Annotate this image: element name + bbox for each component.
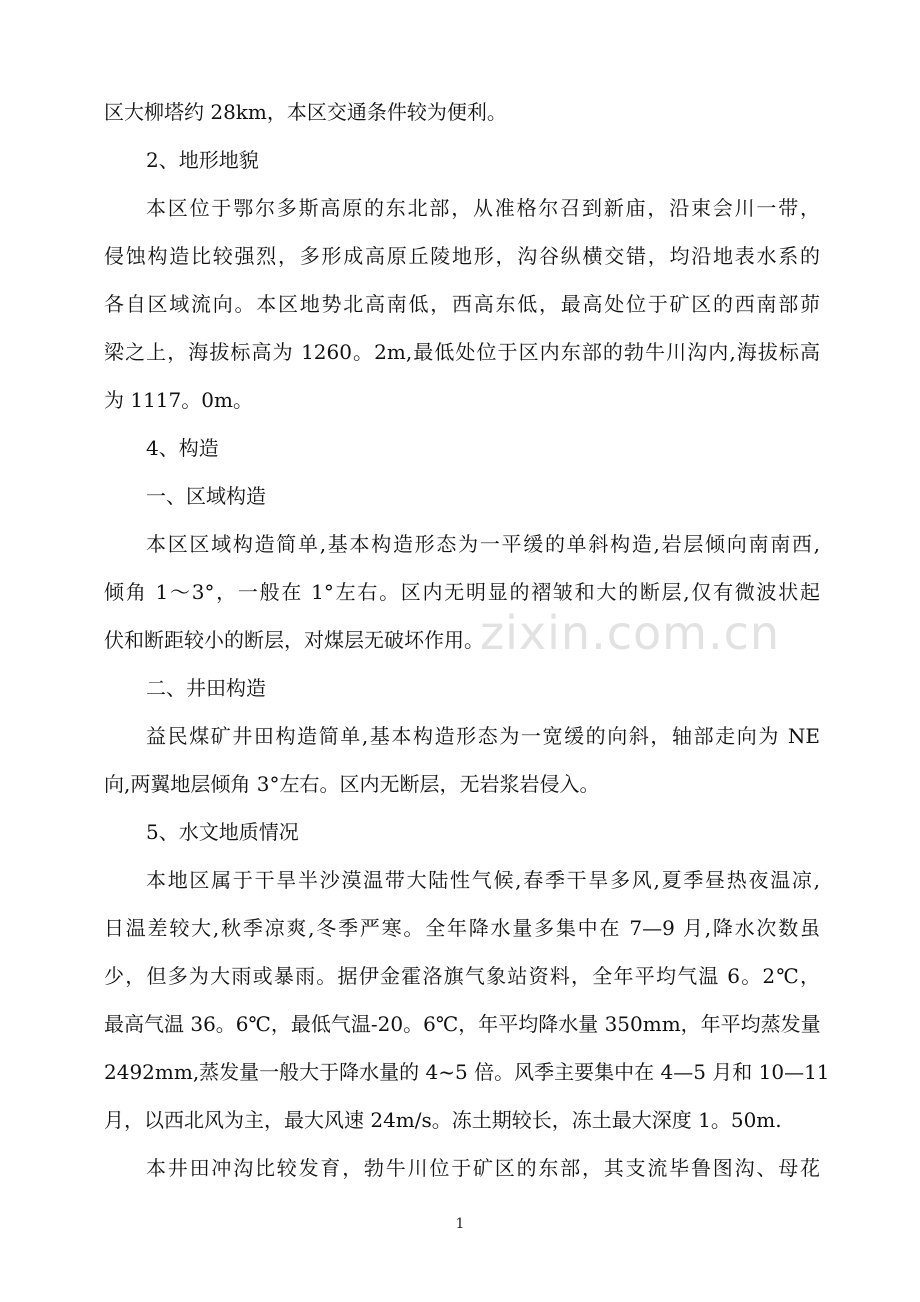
paragraph-gully-line: 本井田冲沟比较发育，勃牛川位于矿区的东部，其支流毕鲁图沟、母花 bbox=[146, 1156, 820, 1180]
paragraph-terrain-line: 梁之上，海拔标高为 1260。2m,最低处位于区内东部的勃牛川沟内,海拔标高 bbox=[104, 340, 820, 364]
section-heading-structure: 4、构造 bbox=[146, 436, 219, 460]
paragraph-regional-structure-line: 倾角 1～3°，一般在 1°左右。区内无明显的褶皱和大的断层,仅有微波状起 bbox=[104, 580, 820, 604]
paragraph-hydrogeology-line: 月，以西北风为主，最大风速 24m/s。冻土期较长，冻土最大深度 1。50m. bbox=[104, 1108, 782, 1132]
section-heading-hydrogeology: 5、水文地质情况 bbox=[146, 820, 299, 844]
subsection-heading-regional-structure: 一、区域构造 bbox=[146, 484, 266, 508]
paragraph-hydrogeology-line: 少，但多为大雨或暴雨。据伊金霍洛旗气象站资料，全年平均气温 6。2℃， bbox=[104, 964, 820, 988]
paragraph-hydrogeology-line: 日温差较大,秋季凉爽,冬季严寒。全年降水量多集中在 7—9 月,降水次数虽 bbox=[104, 916, 820, 940]
subsection-heading-minefield-structure: 二、井田构造 bbox=[146, 676, 266, 700]
paragraph-terrain-line: 为 1117。0m。 bbox=[104, 388, 253, 412]
paragraph-hydrogeology-line: 2492mm,蒸发量一般大于降水量的 4~5 倍。风季主要集中在 4—5 月和 10—11 bbox=[104, 1060, 830, 1084]
paragraph-terrain-line: 各自区域流向。本区地势北高南低，西高东低，最高处位于矿区的西南部茆 bbox=[104, 292, 820, 316]
watermark: zixin.com.cn bbox=[480, 606, 781, 660]
paragraph-minefield-structure-line: 益民煤矿井田构造简单,基本构造形态为一宽缓的向斜，轴部走向为 NE bbox=[146, 724, 820, 748]
section-heading-terrain: 2、地形地貌 bbox=[146, 148, 259, 172]
page-number: 1 bbox=[455, 1216, 465, 1232]
paragraph-regional-structure-line: 伏和断距较小的断层，对煤层无破坏作用。 bbox=[104, 628, 484, 652]
paragraph-minefield-structure-line: 向,两翼地层倾角 3°左右。区内无断层，无岩浆岩侵入。 bbox=[104, 772, 600, 796]
paragraph-terrain-line: 本区位于鄂尔多斯高原的东北部，从准格尔召到新庙，沿束会川一带， bbox=[146, 196, 820, 220]
text-line-continuation: 区大柳塔约 28km，本区交通条件较为便利。 bbox=[104, 100, 507, 124]
paragraph-terrain-line: 侵蚀构造比较强烈，多形成高原丘陵地形，沟谷纵横交错，均沿地表水系的 bbox=[104, 244, 820, 268]
paragraph-regional-structure-line: 本区区域构造简单,基本构造形态为一平缓的单斜构造,岩层倾向南南西, bbox=[146, 532, 820, 556]
paragraph-hydrogeology-line: 本地区属于干旱半沙漠温带大陆性气候,春季干旱多风,夏季昼热夜温凉, bbox=[146, 868, 820, 892]
paragraph-hydrogeology-line: 最高气温 36。6℃，最低气温-20。6℃，年平均降水量 350mm，年平均蒸发量 bbox=[104, 1012, 821, 1036]
